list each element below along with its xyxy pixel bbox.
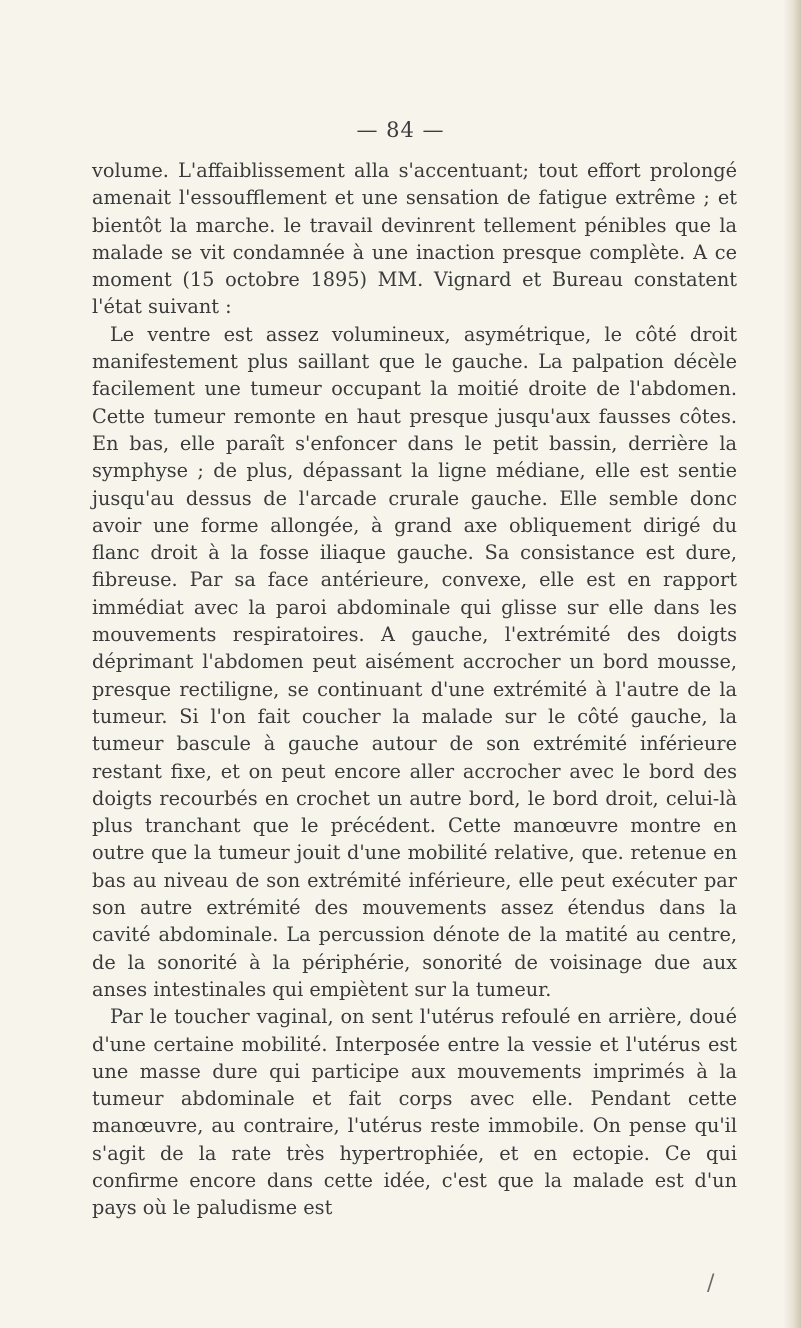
paragraph-continuation: volume. L'affaiblissement alla s'accentuant; tout effort prolongé amenait l'essoufflement et une sensation de fatigue extrême ; et bientôt la marche. le travail devinrent tellement pénibles que la malade se vit condamnée à une inaction presque complète. A ce moment (15 octobre 1895) MM. Vignard et Bureau constatent l'état suivant :: [92, 159, 737, 319]
paragraph-vaginal-exam: Par le toucher vaginal, on sent l'utérus refoulé en arrière, doué d'une certaine mobilité. Interposée entre la vessie et l'utérus est une masse dure qui participe aux mouvements imprimés à la tumeur abdominale et fait corps avec elle. Pendant cette manœuvre, au contraire, l'utérus reste immobile. On pense qu'il s'agit de la rate très hypertrophiée, et en ectopie. Ce qui confirme encore dans cette idée, c'est que la malade est d'un pays où le paludisme est: [92, 1005, 737, 1220]
page-edge-shadow: [783, 0, 801, 1328]
body-text: [92, 157, 737, 1222]
page-number: — 84 —: [356, 118, 445, 142]
paragraph-abdominal-exam: Le ventre est assez volumineux, asymétrique, le côté droit manifestement plus saillant que le gauche. La palpation décèle facilement une tumeur occupant la moitié droite de l'abdomen. Cette tumeur remonte en haut presque jusqu'aux fausses côtes. En bas, elle paraît s'enfoncer dans le petit bassin, derrière la symphyse ; de plus, dépassant la ligne médiane, elle est sentie jusqu'au dessus de l'arcade crurale gauche. Elle semble donc avoir une forme allongée, à grand axe obliquement dirigé du flanc droit à la fosse iliaque gauche. Sa consistance est dure, fibreuse. Par sa face antérieure, convexe, elle est en rapport immédiat avec la paroi abdominale qui glisse sur elle dans les mouvements respiratoires. A gauche, l'extrémité des doigts déprimant l'abdomen peut aisément accrocher un bord mousse, presque rectiligne, se continuant d'une extrémité à l'autre de la tumeur. Si l'on fait coucher la malade sur le côté gauche, la tumeur bascule à gauche autour de son extrémité inférieure restant fixe, et on peut encore aller accrocher avec le bord des doigts recourbés en crochet un autre bord, le bord droit, celui-là plus tranchant que le précédent. Cette manœuvre montre en outre que la tumeur jouit d'une mobilité relative, que. retenue en bas au niveau de son extrémité inférieure, elle peut exécuter par son autre extrémité des mouvements assez étendus dans la cavité abdominale. La percussion dénote de la matité au centre, de la sonorité à la périphérie, sonorité de voisinage due aux anses intestinales qui empiètent sur la tumeur.: [92, 322, 737, 1001]
stray-mark: /: [707, 1271, 715, 1296]
